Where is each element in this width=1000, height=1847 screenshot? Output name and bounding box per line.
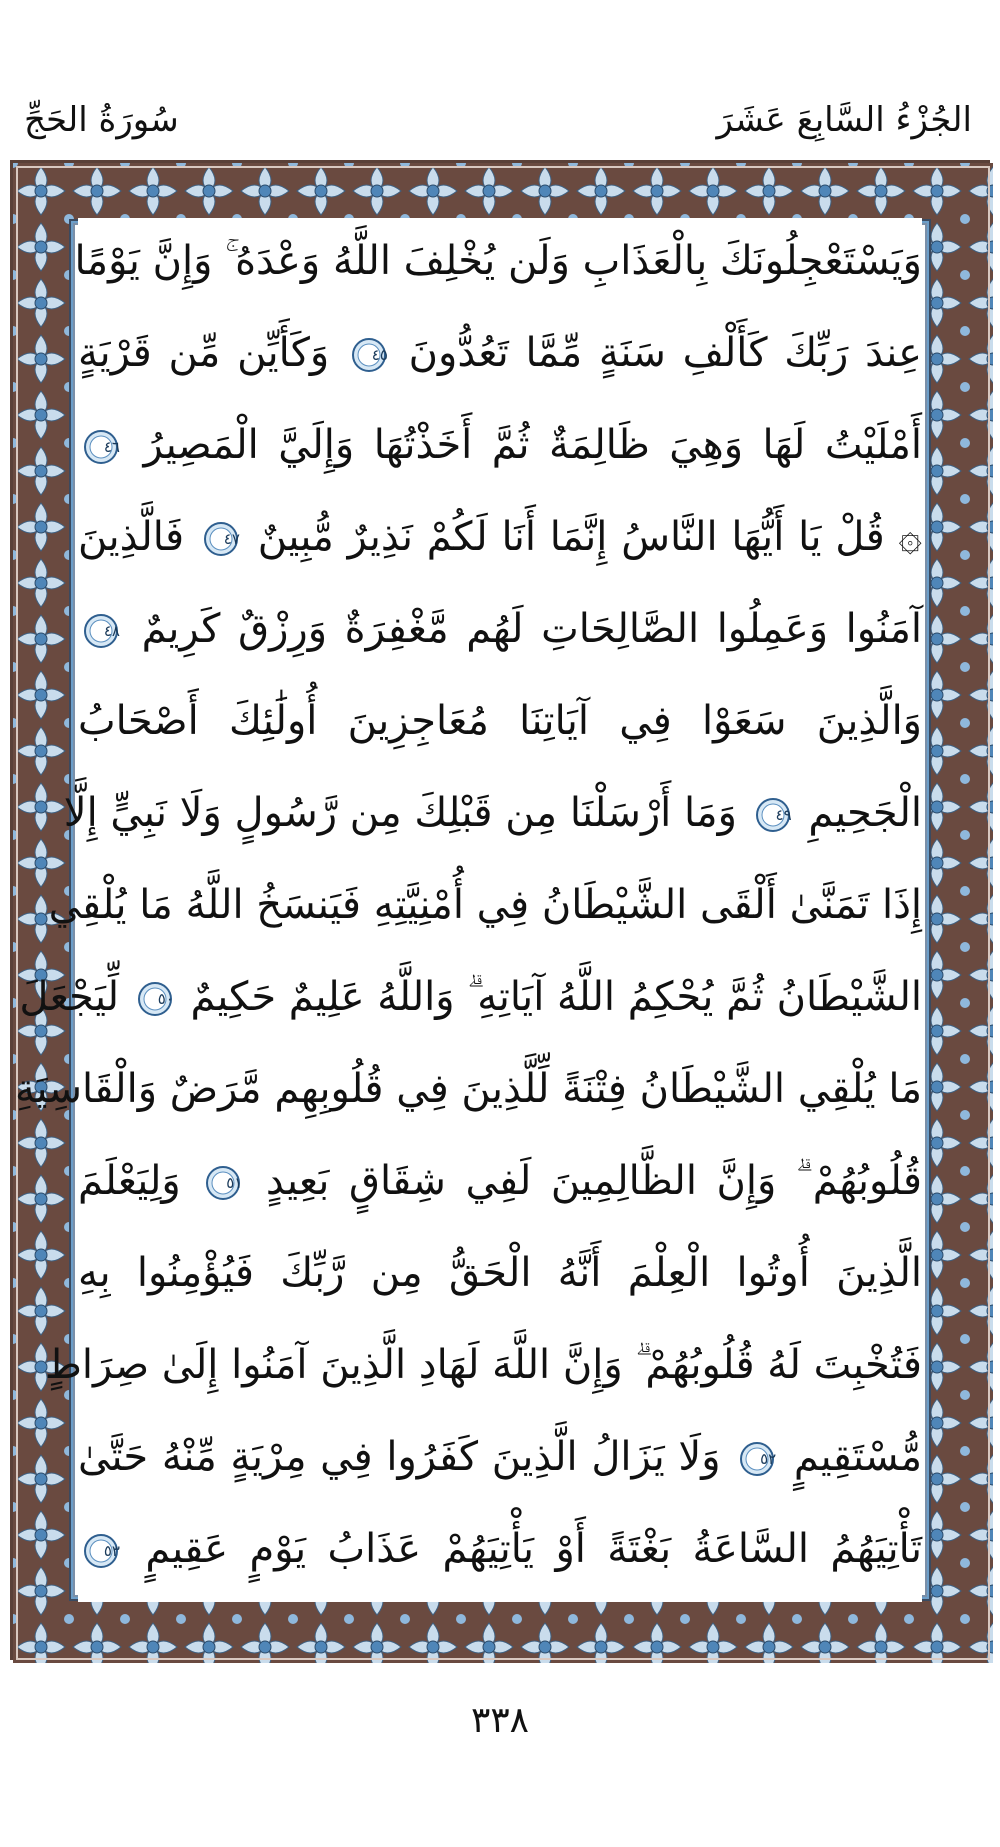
verse-line — [74, 218, 922, 304]
verse-text: الشَّيْطَانُ ثُمَّ يُحْكِمُ اللَّهُ آيَاتِهِ ۗ وَاللَّهُ عَلِيمٌ حَكِيمٌ — [190, 974, 922, 1020]
ayah-end-marker — [82, 612, 120, 650]
ayah-number: ٥٠ — [157, 990, 174, 1008]
ayah-end-marker — [350, 336, 388, 374]
verse-text: آمَنُوا وَعَمِلُوا الصَّالِحَاتِ لَهُم مَّغْفِرَةٌ وَرِزْقٌ كَرِيمٌ — [141, 606, 922, 652]
ayah-end-marker — [204, 1164, 242, 1202]
juz-name: الجُزْءُ السَّابِعَ عَشَرَ — [716, 100, 972, 140]
verse-text: قُلُوبُهُمْ ۗ وَإِنَّ الظَّالِمِينَ لَفِي شِقَاقٍ بَعِيدٍ — [265, 1158, 922, 1204]
verse-line — [78, 586, 922, 672]
ayah-end-marker — [754, 796, 792, 834]
verse-text: لِّيَجْعَلَ — [19, 974, 120, 1020]
ayah-end-marker — [82, 1532, 120, 1570]
verse-line — [78, 494, 922, 580]
verse-text: أَمْلَيْتُ لَهَا وَهِيَ ظَالِمَةٌ ثُمَّ أَخَذْتُهَا وَإِلَيَّ الْمَصِيرُ — [143, 422, 922, 468]
verse-text: وَيَسْتَعْجِلُونَكَ بِالْعَذَابِ وَلَن يُخْلِفَ اللَّهُ وَعْدَهُ ۚ وَإِنَّ يَوْمًا — [74, 238, 922, 284]
verse-text: وَكَأَيِّن مِّن قَرْيَةٍ — [78, 330, 330, 376]
ayah-number: ٤٥ — [371, 346, 388, 364]
verse-text: ۞ قُلْ يَا أَيُّهَا النَّاسُ إِنَّمَا أَنَا لَكُمْ نَذِيرٌ مُّبِينٌ — [257, 514, 922, 560]
quran-text-panel — [14, 218, 923, 1602]
verse-text: عِندَ رَبِّكَ كَأَلْفِ سَنَةٍ مِّمَّا تَعُدُّونَ — [408, 330, 923, 376]
page-number: ٣٣٨ — [470, 1700, 529, 1741]
verse-text: مُّسْتَقِيمٍ — [793, 1434, 923, 1480]
ayah-end-marker — [136, 980, 174, 1018]
ayah-number: ٤٧ — [223, 530, 240, 548]
ayah-number: ٤٦ — [103, 438, 120, 456]
verse-text: الَّذِينَ أُوتُوا الْعِلْمَ أَنَّهُ الْحَقُّ مِن رَّبِّكَ فَيُؤْمِنُوا بِهِ — [78, 1250, 922, 1296]
verse-text: وَلَا يَزَالُ الَّذِينَ كَفَرُوا فِي مِرْيَةٍ مِّنْهُ حَتَّىٰ — [78, 1434, 721, 1480]
ayah-number: ٥١ — [226, 1174, 243, 1192]
verse-line — [78, 1138, 922, 1224]
verse-line — [48, 862, 922, 948]
ayah-end-marker — [82, 428, 120, 466]
verse-line — [78, 310, 922, 396]
surah-name: سُورَةُ الحَجِّ — [24, 100, 179, 140]
verse-line — [19, 954, 922, 1040]
ayah-number: ٤٩ — [775, 806, 792, 824]
verse-text: وَمَا أَرْسَلْنَا مِن قَبْلِكَ مِن رَّسُولٍ وَلَا نَبِيٍّ إِلَّا — [63, 790, 737, 836]
ayah-number: ٥٢ — [760, 1450, 777, 1468]
verse-text: فَالَّذِينَ — [78, 514, 185, 560]
verse-text: إِذَا تَمَنَّىٰ أَلْقَى الشَّيْطَانُ فِي أُمْنِيَّتِهِ فَيَنسَخُ اللَّهُ مَا يُلْقِي — [48, 882, 922, 928]
verse-line — [14, 1046, 922, 1132]
ayah-end-marker — [738, 1440, 776, 1478]
verse-text: الْجَحِيمِ — [808, 790, 922, 836]
verse-text: تَأْتِيَهُمُ السَّاعَةُ بَغْتَةً أَوْ يَأْتِيَهُمْ عَذَابُ يَوْمٍ عَقِيمٍ — [145, 1526, 922, 1572]
verse-line — [78, 678, 922, 764]
page-header — [0, 0, 1000, 160]
verse-line — [78, 1506, 922, 1592]
ayah-number: ٥٣ — [103, 1542, 120, 1560]
verse-line — [44, 1322, 922, 1408]
verse-line — [78, 402, 922, 488]
verse-line — [78, 1230, 922, 1316]
ayah-end-marker — [202, 520, 240, 558]
verse-line — [78, 1414, 922, 1500]
verse-line — [63, 770, 922, 856]
verse-text: وَلِيَعْلَمَ — [78, 1158, 181, 1204]
verse-text: وَالَّذِينَ سَعَوْا فِي آيَاتِنَا مُعَاجِزِينَ أُولَٰئِكَ أَصْحَابُ — [78, 698, 922, 744]
verse-text: مَا يُلْقِي الشَّيْطَانُ فِتْنَةً لِّلَّذِينَ فِي قُلُوبِهِم مَّرَضٌ وَالْقَاسِيَةِ — [14, 1066, 922, 1112]
verse-text: فَتُخْبِتَ لَهُ قُلُوبُهُمْ ۗ وَإِنَّ اللَّهَ لَهَادِ الَّذِينَ آمَنُوا إِلَىٰ صِرَاطٍ — [44, 1342, 922, 1388]
ayah-number: ٤٨ — [103, 622, 120, 640]
